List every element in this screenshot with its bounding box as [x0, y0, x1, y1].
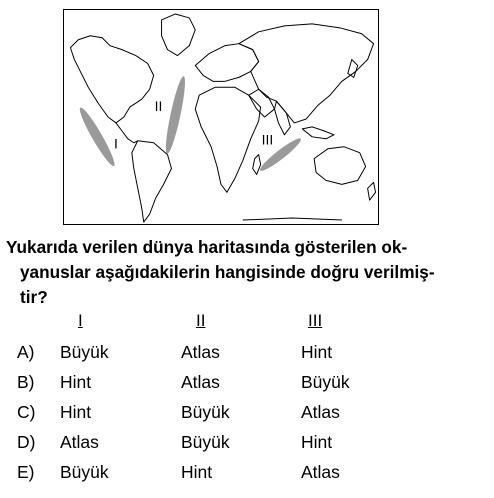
option-value-ii: Atlas [181, 342, 220, 362]
japan-outline [348, 60, 358, 78]
option-value-ii: Hint [181, 462, 213, 482]
option-value-i: Atlas [60, 432, 99, 452]
column-header-iii: III [308, 311, 323, 330]
option-value-i: Hint [60, 402, 92, 422]
option-value-iii: Hint [301, 432, 333, 452]
option-letter: D) [17, 432, 36, 452]
south-america-outline [132, 141, 172, 222]
question-line-1: Yukarıda verilen dünya haritasında gösterilen ok- [6, 237, 408, 257]
india-outline [275, 101, 291, 135]
ocean-marker-i [76, 105, 118, 168]
new-zealand-outline [368, 182, 376, 200]
australia-outline [314, 147, 366, 185]
column-header-i: I [78, 311, 83, 330]
option-value-ii: Büyük [181, 432, 230, 452]
greenland-outline [162, 14, 196, 56]
map-label-i: I [114, 135, 118, 152]
option-value-ii: Büyük [181, 402, 230, 422]
map-label-iii: III [261, 131, 274, 148]
indonesia-outline [302, 127, 334, 139]
asia-outline [239, 24, 374, 123]
ocean-marker-ii [162, 75, 188, 155]
option-value-i: Hint [60, 372, 92, 392]
option-value-iii: Atlas [301, 462, 340, 482]
question-line-3: tir? [20, 287, 48, 307]
option-value-i: Büyük [60, 462, 109, 482]
world-map-drawing [64, 10, 378, 224]
option-letter: C) [17, 402, 36, 422]
europe-outline [195, 44, 258, 82]
africa-outline [195, 87, 260, 192]
question-text [6, 235, 488, 310]
central-america-outline [116, 123, 138, 143]
map-label-ii: II [154, 98, 163, 115]
option-letter: B) [17, 372, 35, 392]
column-header-ii: II [196, 311, 206, 330]
antarctica-outline [243, 218, 342, 220]
option-value-iii: Büyük [301, 372, 350, 392]
arabia-outline [249, 89, 275, 117]
option-value-ii: Atlas [181, 372, 220, 392]
question-line-2: yanuslar aşağıdakilerin hangisinde doğru verilmiş- [20, 262, 435, 282]
option-letter: E) [17, 462, 35, 482]
option-d[interactable] [0, 432, 494, 462]
option-a[interactable] [0, 342, 494, 372]
option-b[interactable] [0, 372, 494, 402]
option-e[interactable] [0, 462, 494, 492]
option-value-iii: Atlas [301, 402, 340, 422]
madagascar-outline [253, 155, 261, 175]
option-value-i: Büyük [60, 342, 109, 362]
option-c[interactable] [0, 402, 494, 432]
option-letter: A) [17, 342, 35, 362]
world-map [63, 9, 379, 225]
option-value-iii: Hint [301, 342, 333, 362]
